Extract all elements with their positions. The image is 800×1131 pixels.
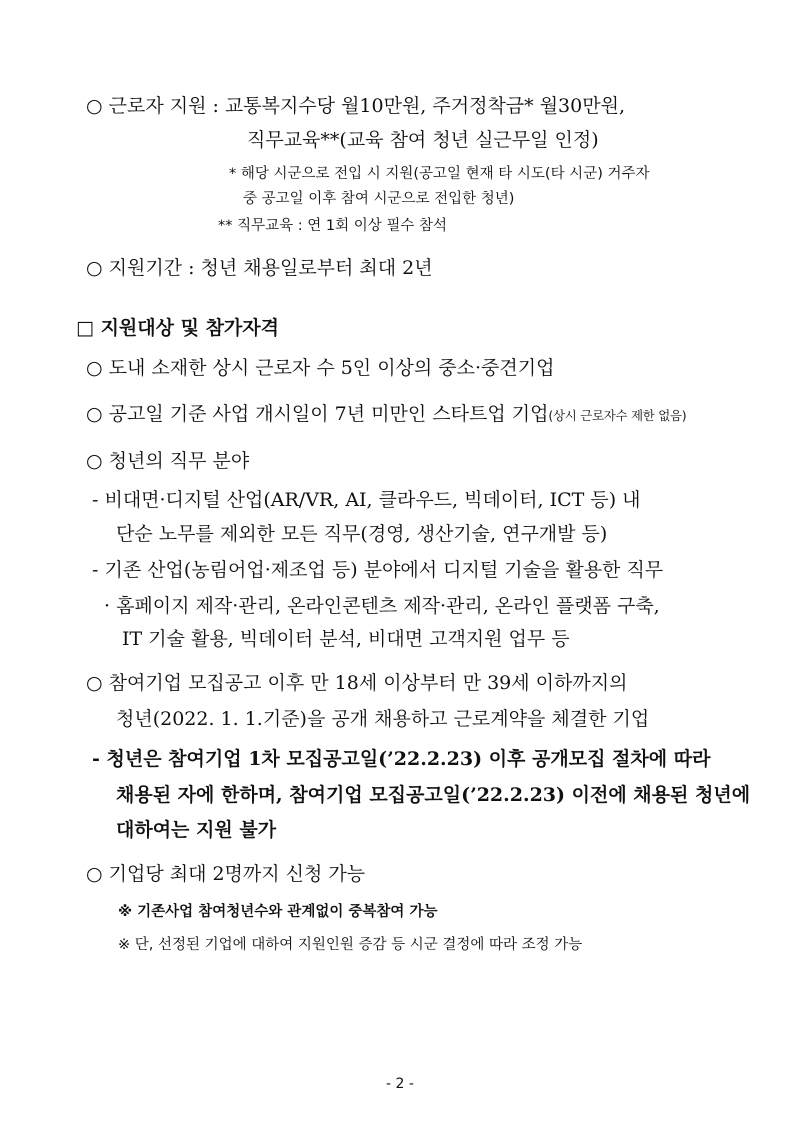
hiring-requirement-line2: 청년(2022. 1. 1.기준)을 공개 채용하고 근로계약을 체결한 기업 [116, 708, 650, 730]
hiring-restriction-line1: - 청년은 참여기업 1차 모집공고일(’22.2.23) 이후 공개모집 절차에 따라 [92, 748, 711, 770]
application-limit: ○ 기업당 최대 2명까지 신청 가능 [86, 863, 366, 885]
worker-support-line1: ○ 근로자 지원 : 교통복지수당 월10만원, 주거정착금* 월30만원, [86, 95, 625, 117]
hiring-restriction-line3: 대하여는 지원 불가 [116, 819, 277, 841]
startup-main: ○ 공고일 기준 사업 개시일이 7년 미만인 스타트업 기업 [86, 403, 549, 425]
hiring-restriction-line2: 채용된 자에 한하며, 참여기업 모집공고일(’22.2.23) 이전에 채용된 청년에 [116, 784, 751, 806]
digital-industry-line1: - 비대면·디지털 산업(AR/VR, AI, 클라우드, 빅데이터, ICT 등) 내 [92, 489, 641, 511]
digital-industry-line2: 단순 노무를 제외한 모든 직무(경영, 생산기술, 연구개발 등) [116, 523, 608, 545]
note-relocation-line2: 중 공고일 이후 참여 시군으로 전입한 청년) [243, 191, 515, 207]
eligibility-heading: □ 지원대상 및 참가자격 [76, 317, 279, 339]
note-duplicate-participation: ※ 기존사업 참여청년수와 관계없이 중복참여 가능 [118, 904, 438, 920]
note-training: ** 직무교육 : 연 1회 이상 필수 참석 [218, 218, 447, 234]
job-field: ○ 청년의 직무 분야 [86, 450, 250, 472]
worker-support-line2: 직무교육**(교육 참여 청년 실근무일 인정) [247, 129, 599, 151]
support-period: ○ 지원기간 : 청년 채용일로부터 최대 2년 [86, 257, 433, 279]
note-relocation-line1: * 해당 시군으로 전입 시 지원(공고일 현재 타 시도(타 시군) 거주자 [229, 166, 650, 182]
startup-note: (상시 근로자수 제한 없음) [548, 408, 687, 423]
page-number: - 2 - [386, 1076, 414, 1092]
job-examples-line1: · 홈페이지 제작·관리, 온라인콘텐츠 제작·관리, 온라인 플랫폼 구축, [104, 595, 660, 617]
startup-criteria [86, 402, 686, 428]
hiring-requirement-line1: ○ 참여기업 모집공고 이후 만 18세 이상부터 만 39세 이하까지의 [86, 672, 628, 694]
note-adjustment: ※ 단, 선정된 기업에 대하여 지원인원 증감 등 시군 결정에 따라 조정 가능 [118, 937, 583, 953]
traditional-industry: - 기존 산업(농림어업·제조업 등) 분야에서 디지털 기술을 활용한 직무 [92, 559, 664, 581]
sme-criteria: ○ 도내 소재한 상시 근로자 수 5인 이상의 중소·중견기업 [86, 357, 555, 379]
job-examples-line2: IT 기술 활용, 빅데이터 분석, 비대면 고객지원 업무 등 [122, 628, 570, 650]
